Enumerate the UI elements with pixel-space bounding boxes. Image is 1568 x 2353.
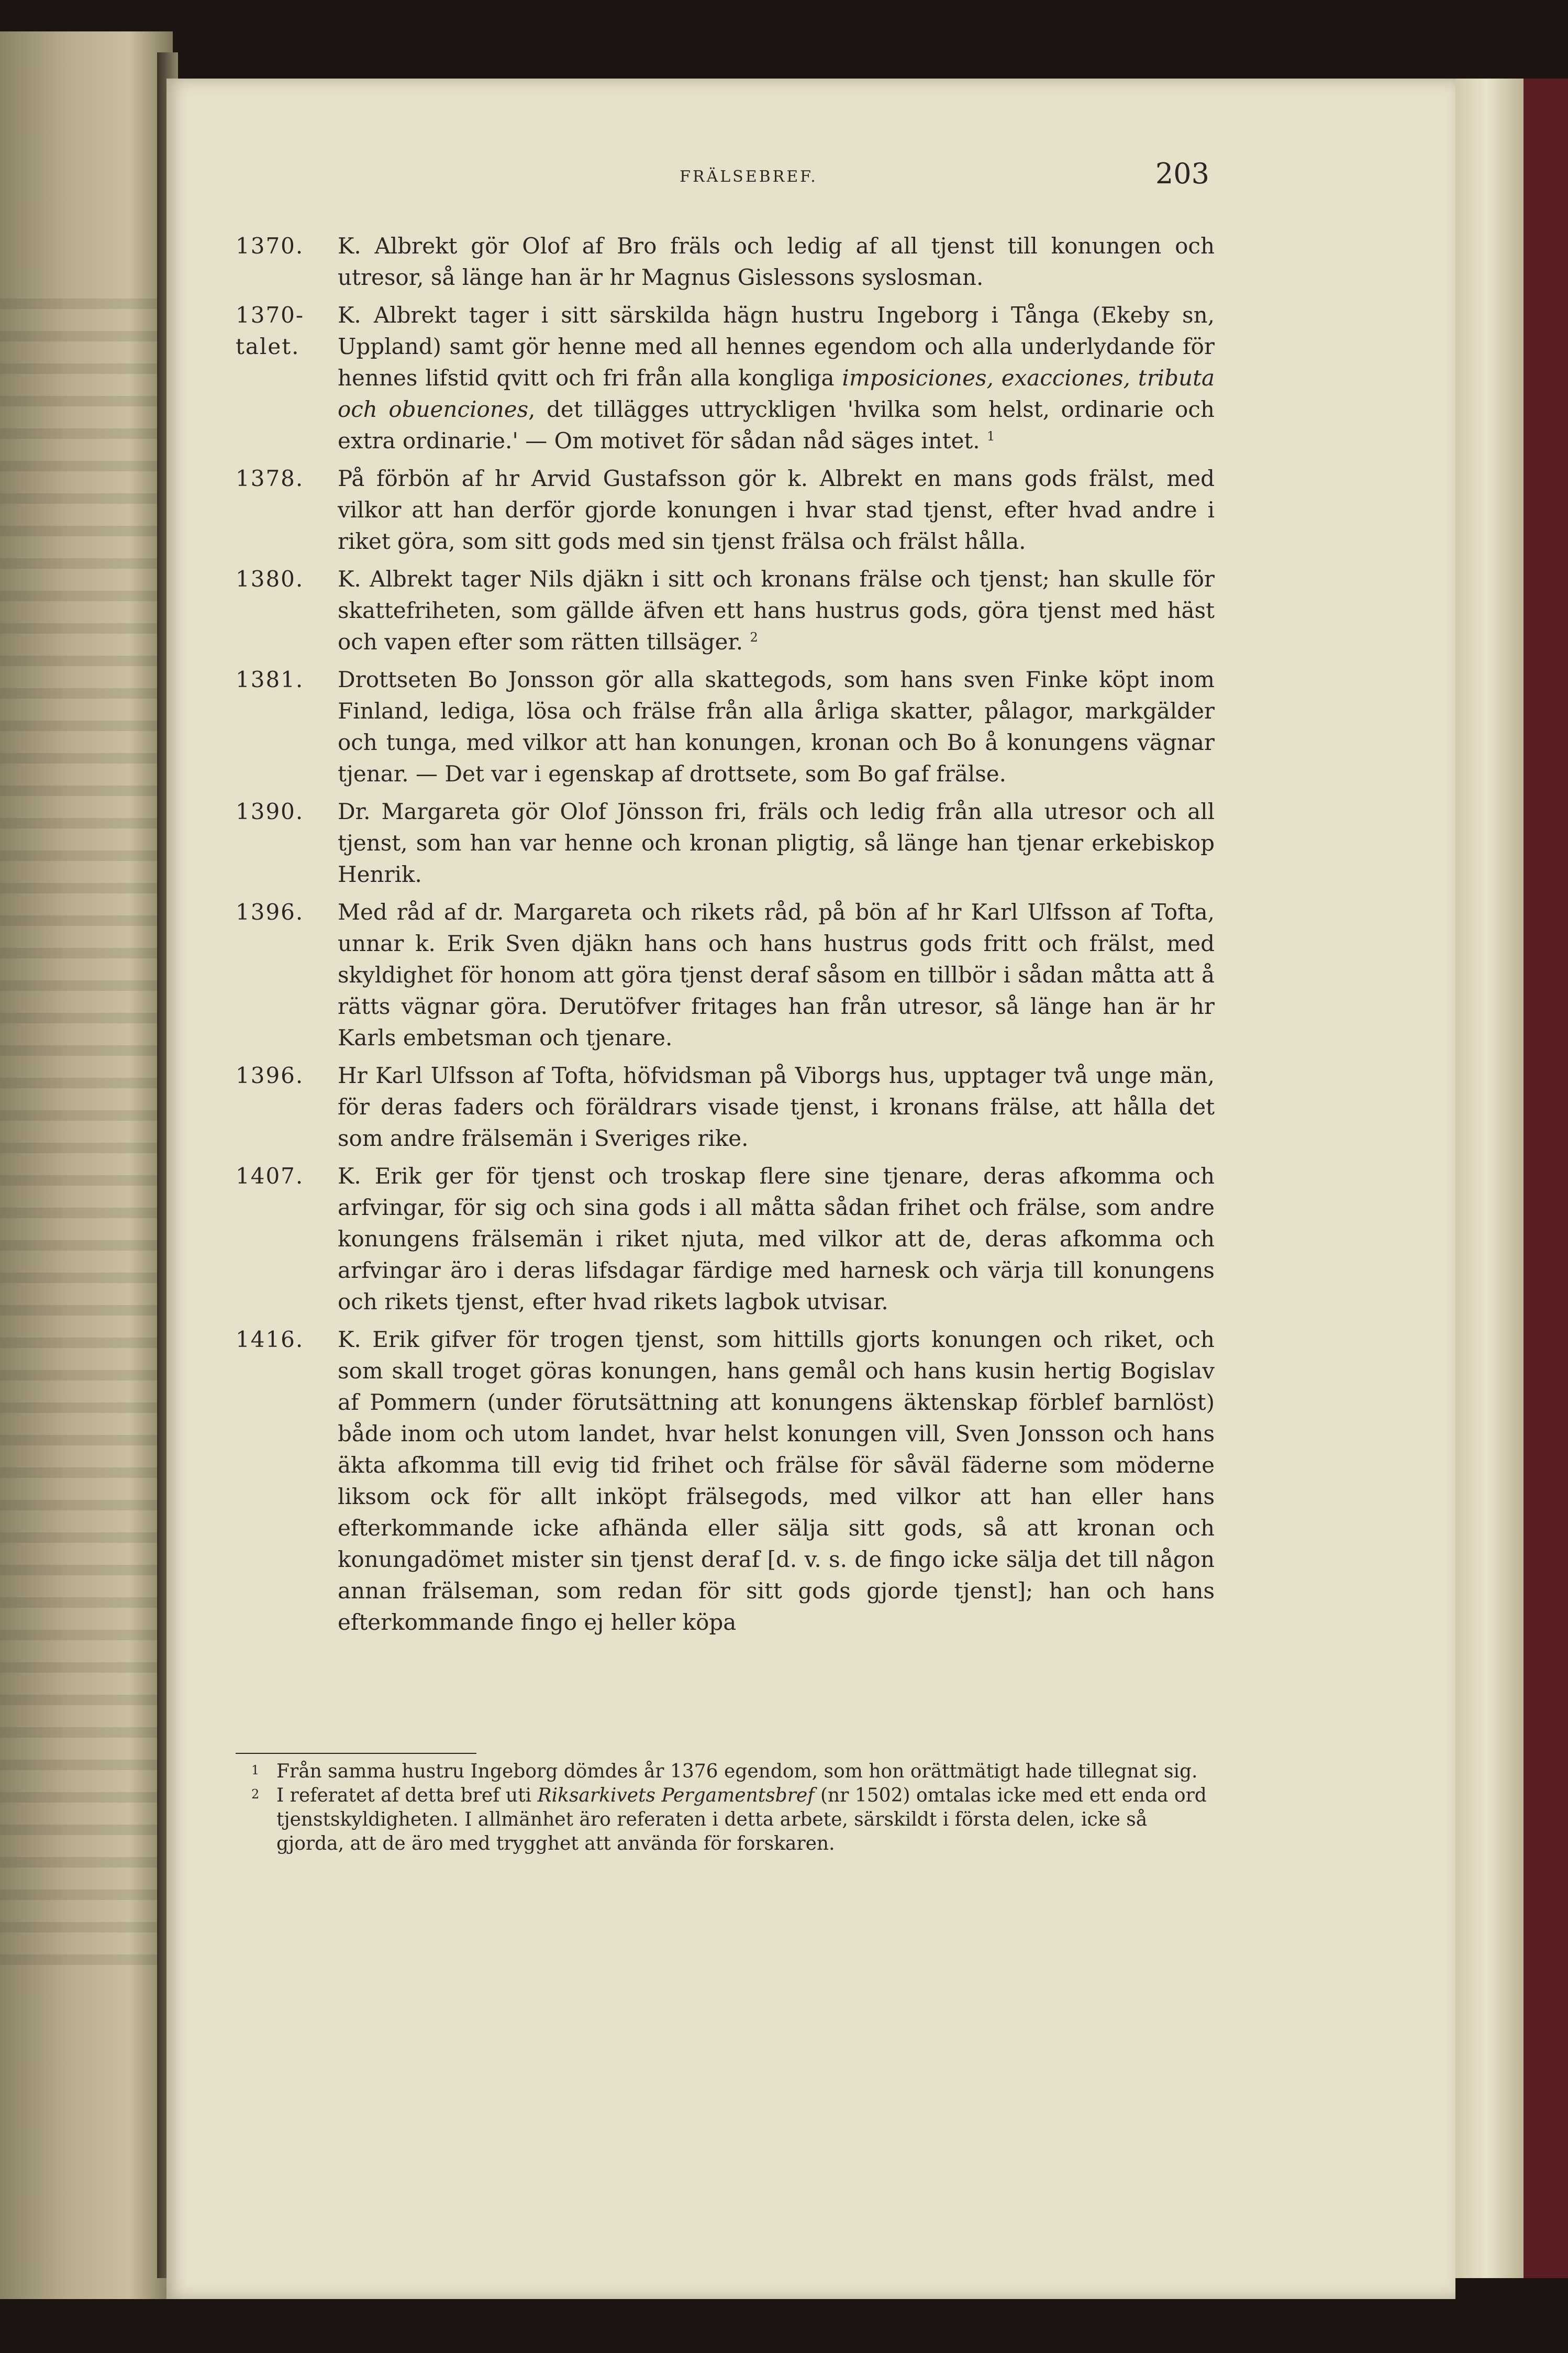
footnote-2 xyxy=(251,1784,1215,1856)
entry-text: K. Albrekt gör Olof af Bro fräls och ledig af all tjenst till konungen och utresor, så länge han är hr Magnus Gislessons syslosman. xyxy=(338,233,1215,290)
running-title: FRÄLSEBREF. xyxy=(680,168,818,186)
entry-text: K. Erik ger för tjenst och troskap flere sine tjenare, deras afkomma och arfvingar, för sig och sina gods i all måtta sådan frihet och frälse, som andre konungens frälsemän i riket njuta, med vilkor att de, deras afkomma och arfvingar äro i deras lifsdagar färdige med harnesk och värja till konungens och rikets tjenst, efter hvad rikets lagbok utvisar. xyxy=(338,1163,1215,1314)
entry-1416 xyxy=(236,1324,1215,1638)
entry-text: Med råd af dr. Margareta och rikets råd, på bön af hr Karl Ulfsson af Tofta, unnar k. Erik Sven djäkn hans och hans hustrus gods fritt och frälst, med skyldighet för honom att göra tjenst deraf såsom en tillbör i sådan måtta att å rätts vägnar göra. Derutöfver fritages han från utresor, så länge han är hr Karls embetsman och tjenare. xyxy=(338,899,1215,1051)
entry-text: Drottseten Bo Jonsson gör alla skattegods, som hans sven Finke köpt inom Finland, lediga, lösa och frälse från alla årliga skatter, pålagor, markgälder och tunga, med vilkor att han konungen, kronan och Bo å konungens vägnar tjenar. — Det var i egenskap af drottsete, som Bo gaf frälse. xyxy=(338,667,1215,787)
footnote-mark: 2 xyxy=(251,1787,260,1802)
entry-text: Hr Karl Ulfsson af Tofta, höfvidsman på Viborgs hus, upptager två unge män, för deras faders och föräldrars visade tjenst, i kronans frälse, att hålla det som andre frälsemän i Sveriges rike. xyxy=(338,1063,1215,1151)
facing-page-text-shadow xyxy=(0,283,173,1985)
footnote-text: Från samma hustru Ingeborg dömdes år 1376 egendom, som hon orättmätigt hade tillegnat sig. xyxy=(276,1761,1198,1782)
entry-list xyxy=(236,230,1215,1644)
footnote-ref: 1 xyxy=(987,429,995,444)
footnote-ref: 2 xyxy=(750,630,758,645)
entry-1396-b xyxy=(236,1060,1215,1154)
entry-1407 xyxy=(236,1161,1215,1318)
facing-page xyxy=(0,31,173,2299)
entry-1396-a xyxy=(236,897,1215,1054)
entry-1380 xyxy=(236,564,1215,658)
entry-1390 xyxy=(236,796,1215,890)
footnotes xyxy=(251,1760,1215,1856)
entry-1381 xyxy=(236,664,1215,790)
entry-text xyxy=(338,564,1215,658)
entry-date: 1407. xyxy=(236,1163,304,1189)
footnote-text-part: (nr 1502) omtalas icke med ett enda ord tjenstskyldigheten. I allmänhet äro referaten i detta arbete, särskildt i första delen, icke så gjorda, att de äro med trygghet att använda för forskaren. xyxy=(276,1785,1207,1854)
entry-date: 1380. xyxy=(236,566,304,592)
entry-date: 1396. xyxy=(236,899,304,925)
book-cover-edge xyxy=(1450,79,1568,2278)
entry-date: 1390. xyxy=(236,799,304,824)
entry-date: 1370. xyxy=(236,233,304,259)
latin-terms: imposiciones, exacciones, tributa och obuenciones xyxy=(338,365,1215,422)
entry-date: 1396. xyxy=(236,1063,304,1088)
page-edges xyxy=(1450,79,1523,2278)
cited-work: Riksarkivets Pergamentsbref xyxy=(537,1785,815,1806)
footnote-rule xyxy=(236,1753,476,1754)
footnote-1 xyxy=(251,1760,1215,1784)
entry-text xyxy=(338,300,1215,457)
footnote-mark: 1 xyxy=(251,1763,260,1777)
page-number: 203 xyxy=(1155,157,1209,190)
footnote-text xyxy=(276,1784,1215,1856)
entry-1370 xyxy=(236,230,1215,293)
entry-date: 1370-talet. xyxy=(236,302,305,359)
entry-1370-talet xyxy=(236,300,1215,457)
entry-text: På förbön af hr Arvid Gustafsson gör k. Albrekt en mans gods frälst, med vilkor att han derför gjorde konungen i hvar stad tjenst, efter hvad andre i riket göra, som sitt gods med sin tjenst frälsa och frälst hålla. xyxy=(338,466,1215,554)
footnote-text-part: I referatet af detta bref uti xyxy=(276,1785,538,1806)
entry-text-part: K. Albrekt tager i sitt särskilda hägn hustru Ingeborg i Tånga (Ekeby sn, Uppland) samt gör henne med all hennes egendom och alla underlydande för hennes lifstid qvitt och fri från alla kongliga xyxy=(338,302,1215,391)
entry-text-part: K. Albrekt tager Nils djäkn i sitt och kronans frälse och tjenst; han skulle för skattefriheten, som gällde äfven ett hans hustrus gods, göra tjenst med häst och vapen efter som rätten tillsäger. xyxy=(338,566,1215,655)
entry-text-part: , det tillägges uttryckligen 'hvilka som helst, ordinarie och extra ordinarie.' — Om motivet för sådan nåd säges intet. xyxy=(338,396,1215,454)
entry-date: 1378. xyxy=(236,466,304,491)
entry-date: 1416. xyxy=(236,1327,304,1352)
entry-1378 xyxy=(236,463,1215,557)
entry-text: K. Erik gifver för trogen tjenst, som hittills gjorts konungen och riket, och som skall troget göras konungen, hans gemål och hans kusin hertig Bogislav af Pommern (under förutsättning att konungens äktenskap förblef barnlöst) både inom och utom landet, hvar helst konungen vill, Sven Jonsson och hans äkta afkomma till evig tid frihet och frälse för såväl fäderne som möderne liksom ock för allt inköpt frälsegods, med vilkor att han eller hans efterkommande icke afhända eller sälja sitt gods, så att kronan och konungadömet mister sin tjenst deraf [d. v. s. de fingo icke sälja det till någon annan frälseman, som redan för sitt gods gjorde tjenst]; han och hans efterkommande fingo ej heller köpa xyxy=(338,1327,1215,1635)
entry-date: 1381. xyxy=(236,667,304,692)
entry-text: Dr. Margareta gör Olof Jönsson fri, fräls och ledig från alla utresor och all tjenst, som han var henne och kronan pligtig, så länge han tjenar erkebiskop Henrik. xyxy=(338,799,1215,887)
